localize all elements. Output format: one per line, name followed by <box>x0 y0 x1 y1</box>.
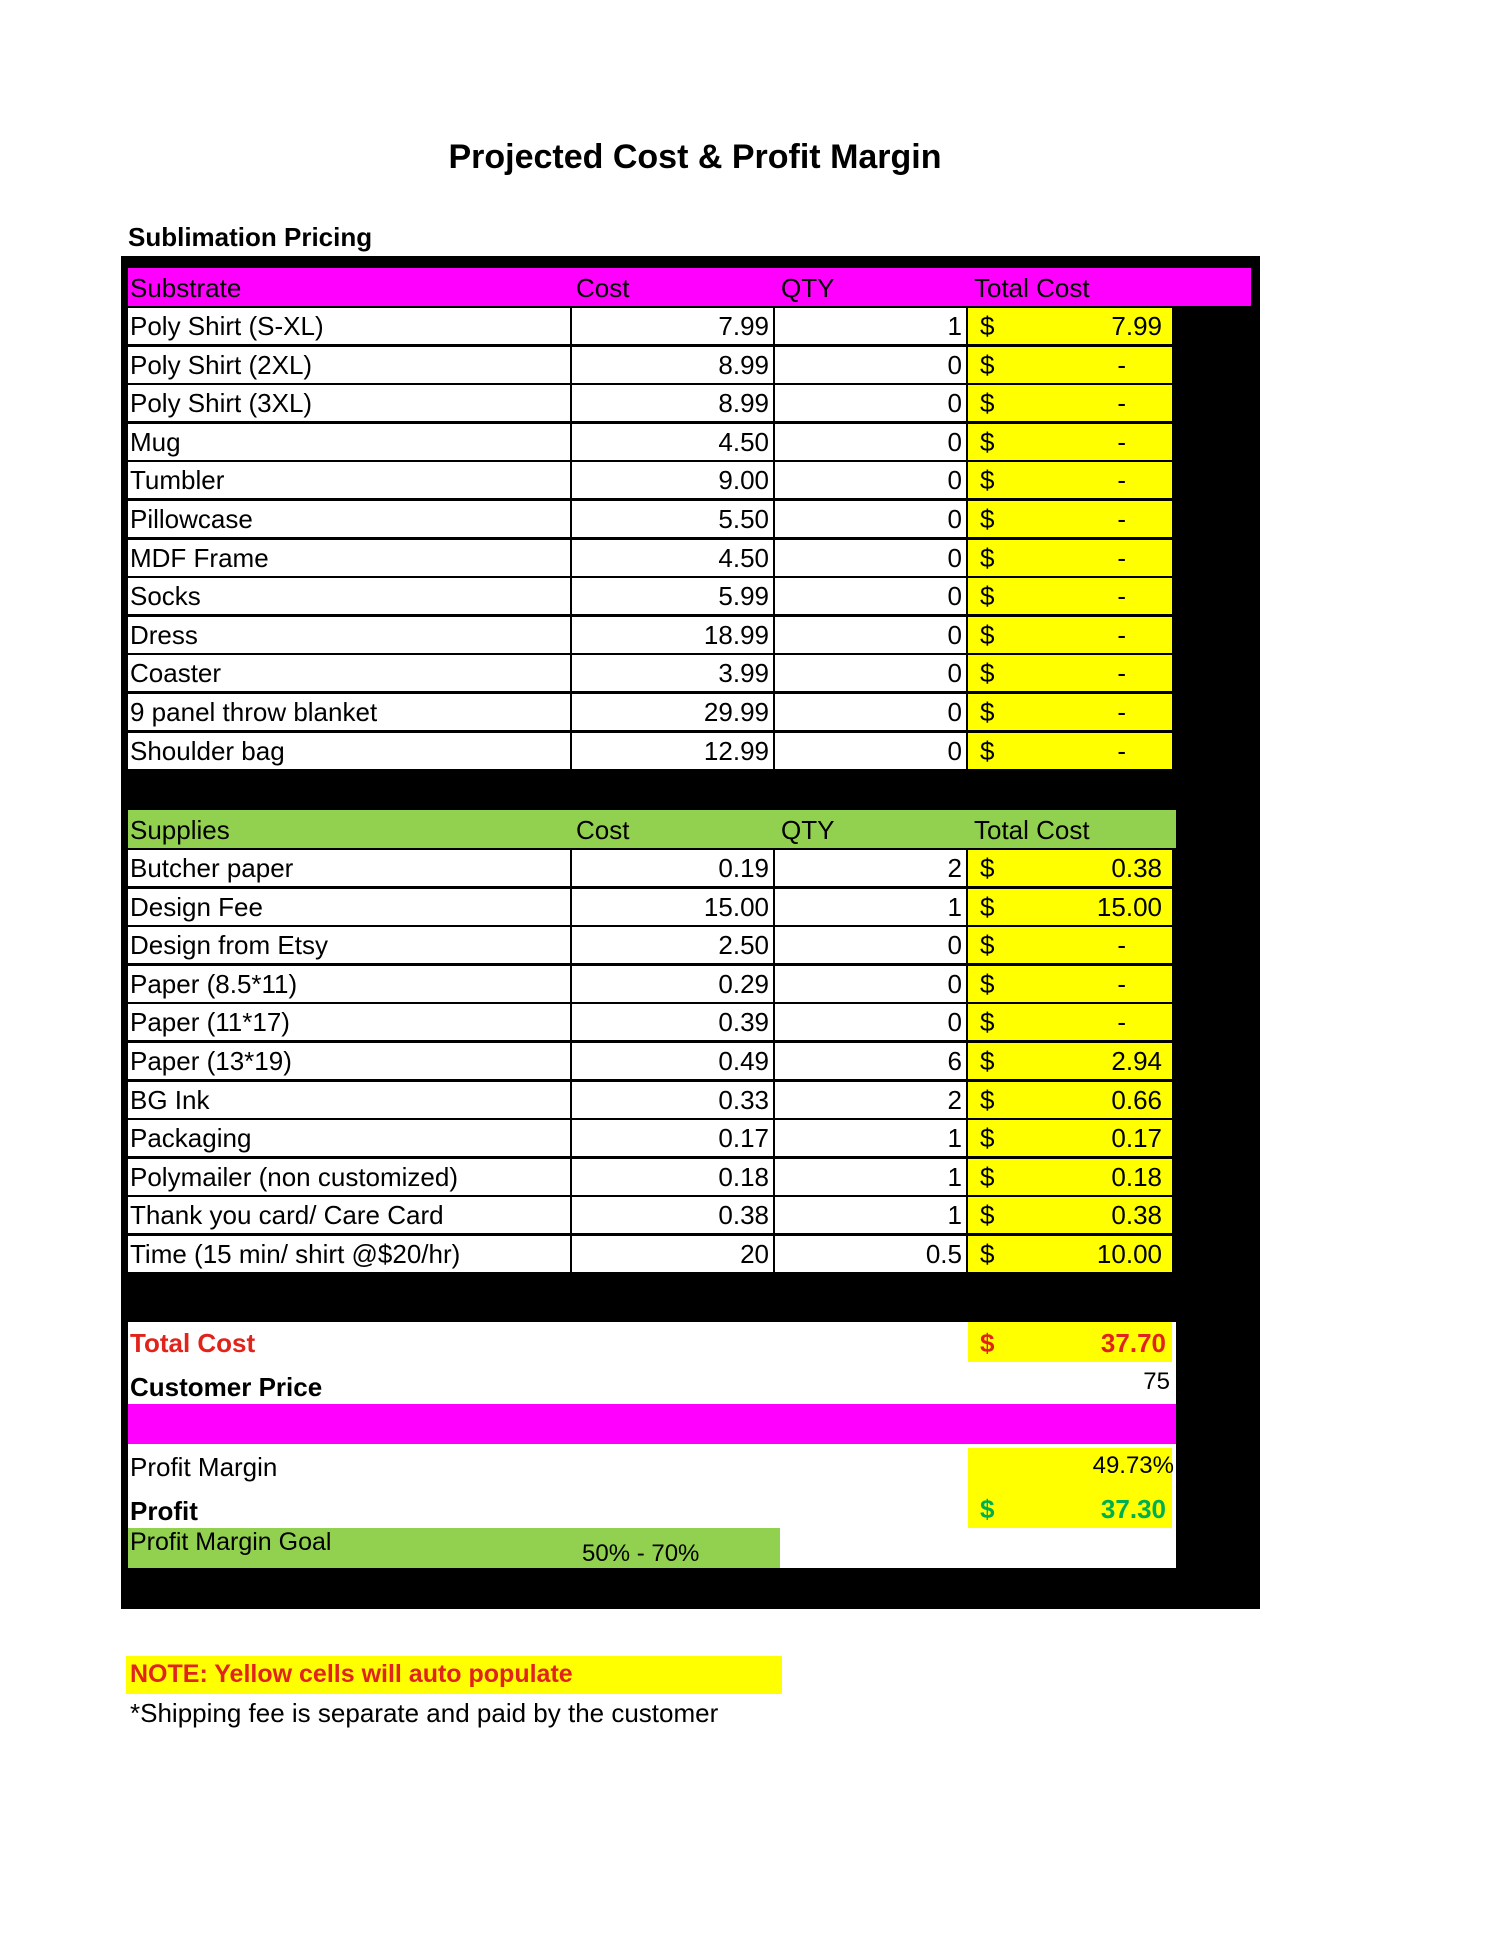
item-currency: $ <box>980 426 995 457</box>
summary-magenta-band <box>128 1404 1176 1444</box>
supplies-row <box>128 1004 1172 1040</box>
supplies-row <box>128 1197 1172 1233</box>
item-currency: $ <box>980 1239 995 1269</box>
substrate-row <box>128 655 1172 691</box>
item-total: - <box>1117 581 1126 612</box>
item-qty[interactable]: 0 <box>775 694 968 730</box>
item-total-cell <box>968 424 1172 460</box>
item-total: - <box>1117 465 1126 496</box>
item-cost[interactable]: 2.50 <box>572 927 775 963</box>
item-name: Polymailer (non customized) <box>128 1159 572 1195</box>
supplies-row <box>128 1120 1172 1156</box>
item-total-cell <box>968 308 1172 344</box>
item-qty[interactable]: 0 <box>775 927 968 963</box>
item-total: - <box>1117 349 1126 380</box>
goal-value: 50% - 70% <box>582 1540 700 1567</box>
substrate-row <box>128 540 1172 576</box>
substrate-row <box>128 733 1172 769</box>
item-total-cell <box>968 617 1172 653</box>
item-total: 0.17 <box>1111 1123 1162 1154</box>
customer-price-value[interactable]: 75 <box>1143 1368 1170 1395</box>
item-name: BG Ink <box>128 1082 572 1118</box>
item-currency: $ <box>980 1084 995 1115</box>
item-name: Time (15 min/ shirt @$20/hr) <box>128 1236 572 1272</box>
item-qty[interactable]: 0 <box>775 424 968 460</box>
item-cost[interactable]: 29.99 <box>572 694 775 730</box>
item-name: Poly Shirt (3XL) <box>128 385 572 421</box>
item-cost[interactable]: 0.38 <box>572 1197 775 1233</box>
item-total: 0.18 <box>1111 1161 1162 1192</box>
item-total: 2.94 <box>1111 1046 1162 1076</box>
item-currency: $ <box>980 658 995 689</box>
item-qty[interactable]: 2 <box>775 850 968 886</box>
item-name: Thank you card/ Care Card <box>128 1197 572 1233</box>
item-qty[interactable]: 2 <box>775 1082 968 1118</box>
item-qty[interactable]: 0 <box>775 578 968 614</box>
item-total-cell <box>968 966 1172 1002</box>
supplies-header-name: Supplies <box>130 815 230 845</box>
supplies-row <box>128 966 1172 1002</box>
total-cost-label: Total Cost <box>130 1328 256 1358</box>
item-currency: $ <box>980 1161 995 1192</box>
shipping-note: *Shipping fee is separate and paid by the customer <box>130 1698 719 1728</box>
item-qty[interactable]: 0.5 <box>775 1236 968 1272</box>
substrate-header <box>128 268 1251 306</box>
goal-label: Profit Margin Goal <box>130 1528 332 1556</box>
item-total: 0.38 <box>1111 1200 1162 1231</box>
item-cost[interactable]: 0.18 <box>572 1159 775 1195</box>
item-total: 15.00 <box>1096 891 1162 922</box>
item-currency: $ <box>980 581 995 612</box>
total-cost-currency: $ <box>980 1328 995 1358</box>
item-name: Mug <box>128 424 572 460</box>
item-currency: $ <box>980 465 995 496</box>
item-total: 7.99 <box>1111 311 1162 341</box>
item-cost[interactable]: 9.00 <box>572 462 775 498</box>
supplies-header-total: Total Cost <box>974 815 1090 845</box>
item-currency: $ <box>980 1200 995 1231</box>
item-total: - <box>1117 930 1126 961</box>
item-cost[interactable]: 4.50 <box>572 540 775 576</box>
supplies-row <box>128 1236 1172 1272</box>
section-title: Sublimation Pricing <box>128 222 373 252</box>
item-total-cell <box>968 1043 1172 1079</box>
profit-currency: $ <box>980 1494 995 1524</box>
item-total: - <box>1117 542 1126 573</box>
item-qty[interactable]: 0 <box>775 462 968 498</box>
item-total-cell <box>968 385 1172 421</box>
item-total: - <box>1117 1007 1126 1038</box>
item-total-cell <box>968 1082 1172 1118</box>
item-currency: $ <box>980 311 995 341</box>
item-total: - <box>1117 426 1126 457</box>
auto-populate-note: NOTE: Yellow cells will auto populate <box>130 1660 573 1688</box>
item-total-cell <box>968 347 1172 383</box>
item-total-cell <box>968 927 1172 963</box>
item-qty[interactable]: 0 <box>775 655 968 691</box>
item-qty[interactable]: 0 <box>775 385 968 421</box>
item-qty[interactable]: 0 <box>775 540 968 576</box>
supplies-row <box>128 927 1172 963</box>
item-total-cell <box>968 1236 1172 1272</box>
item-cost[interactable]: 8.99 <box>572 347 775 383</box>
substrate-row <box>128 462 1172 498</box>
substrate-header-cost: Cost <box>576 273 630 303</box>
item-cost[interactable]: 20 <box>572 1236 775 1272</box>
supplies-header-qty: QTY <box>781 815 835 845</box>
item-name: MDF Frame <box>128 540 572 576</box>
item-currency: $ <box>980 349 995 380</box>
item-name: Shoulder bag <box>128 733 572 769</box>
item-cost[interactable]: 4.50 <box>572 424 775 460</box>
item-cost[interactable]: 5.99 <box>572 578 775 614</box>
item-name: Tumbler <box>128 462 572 498</box>
profit-value: 37.30 <box>1100 1494 1166 1524</box>
substrate-header-name: Substrate <box>130 273 242 303</box>
supplies-row <box>128 1159 1172 1195</box>
item-cost[interactable]: 15.00 <box>572 889 775 925</box>
page-title: Projected Cost & Profit Margin <box>448 138 942 176</box>
item-qty[interactable]: 1 <box>775 1197 968 1233</box>
item-cost[interactable]: 0.39 <box>572 1004 775 1040</box>
item-currency: $ <box>980 853 995 883</box>
supplies-header <box>128 810 1176 848</box>
substrate-row <box>128 578 1172 614</box>
item-name: Paper (13*19) <box>128 1043 572 1079</box>
item-total: - <box>1117 968 1126 999</box>
profit-margin-value: 49.73% <box>1092 1452 1174 1479</box>
supplies-row <box>128 889 1172 925</box>
item-currency: $ <box>980 697 995 727</box>
item-name: Poly Shirt (2XL) <box>128 347 572 383</box>
item-cost[interactable]: 0.17 <box>572 1120 775 1156</box>
item-total: - <box>1117 658 1126 689</box>
item-total-cell <box>968 462 1172 498</box>
item-qty[interactable]: 0 <box>775 1004 968 1040</box>
item-qty[interactable]: 0 <box>775 501 968 537</box>
item-name: Design Fee <box>128 889 572 925</box>
item-total-cell <box>968 1120 1172 1156</box>
item-total: 0.66 <box>1111 1084 1162 1115</box>
item-currency: $ <box>980 968 995 999</box>
item-cost[interactable]: 8.99 <box>572 385 775 421</box>
item-total-cell <box>968 694 1172 730</box>
item-name: Pillowcase <box>128 501 572 537</box>
item-qty[interactable]: 6 <box>775 1043 968 1079</box>
item-total-cell <box>968 733 1172 769</box>
item-currency: $ <box>980 542 995 573</box>
item-name: Butcher paper <box>128 850 572 886</box>
item-qty[interactable]: 0 <box>775 966 968 1002</box>
item-qty[interactable]: 0 <box>775 347 968 383</box>
item-qty[interactable]: 1 <box>775 1159 968 1195</box>
supplies-row <box>128 1043 1172 1079</box>
substrate-row <box>128 347 1172 383</box>
item-currency: $ <box>980 1007 995 1038</box>
supplies-row <box>128 850 1172 886</box>
item-total: - <box>1117 735 1126 766</box>
item-qty[interactable]: 1 <box>775 1120 968 1156</box>
item-total: - <box>1117 504 1126 534</box>
item-currency: $ <box>980 1123 995 1154</box>
item-total-cell <box>968 578 1172 614</box>
item-name: Coaster <box>128 655 572 691</box>
supplies-row <box>128 1082 1172 1118</box>
item-currency: $ <box>980 619 995 650</box>
item-currency: $ <box>980 891 995 922</box>
supplies-header-cost: Cost <box>576 815 630 845</box>
item-cost[interactable]: 0.19 <box>572 850 775 886</box>
item-total: - <box>1117 619 1126 650</box>
item-total-cell <box>968 1197 1172 1233</box>
item-qty[interactable]: 0 <box>775 733 968 769</box>
item-total-cell <box>968 655 1172 691</box>
substrate-header-qty: QTY <box>781 273 835 303</box>
item-qty[interactable]: 1 <box>775 308 968 344</box>
item-cost[interactable]: 0.33 <box>572 1082 775 1118</box>
substrate-row <box>128 501 1172 537</box>
item-qty[interactable]: 0 <box>775 617 968 653</box>
item-total-cell <box>968 1159 1172 1195</box>
customer-price-label: Customer Price <box>130 1372 323 1402</box>
item-total-cell <box>968 501 1172 537</box>
item-cost[interactable]: 18.99 <box>572 617 775 653</box>
item-cost[interactable]: 3.99 <box>572 655 775 691</box>
item-qty[interactable]: 1 <box>775 889 968 925</box>
substrate-row <box>128 385 1172 421</box>
substrate-row <box>128 424 1172 460</box>
item-currency: $ <box>980 504 995 534</box>
item-total-cell <box>968 850 1172 886</box>
item-cost[interactable]: 0.49 <box>572 1043 775 1079</box>
item-name: Poly Shirt (S-XL) <box>128 308 572 344</box>
item-cost[interactable]: 5.50 <box>572 501 775 537</box>
profit-margin-label: Profit Margin <box>130 1452 278 1482</box>
item-total: 10.00 <box>1096 1239 1162 1269</box>
item-total-cell <box>968 540 1172 576</box>
total-cost-value: 37.70 <box>1100 1328 1166 1358</box>
item-currency: $ <box>980 735 995 766</box>
substrate-header-total: Total Cost <box>974 273 1090 303</box>
item-total: - <box>1117 388 1126 419</box>
substrate-row <box>128 308 1172 344</box>
item-name: Design from Etsy <box>128 927 572 963</box>
item-currency: $ <box>980 1046 995 1076</box>
item-name: Dress <box>128 617 572 653</box>
item-total: 0.38 <box>1111 853 1162 883</box>
item-total: - <box>1117 697 1126 727</box>
substrate-row <box>128 694 1172 730</box>
substrate-row <box>128 617 1172 653</box>
item-total-cell <box>968 889 1172 925</box>
item-cost[interactable]: 7.99 <box>572 308 775 344</box>
item-name: Socks <box>128 578 572 614</box>
item-cost[interactable]: 12.99 <box>572 733 775 769</box>
item-total-cell <box>968 1004 1172 1040</box>
item-currency: $ <box>980 930 995 961</box>
item-name: Paper (11*17) <box>128 1004 572 1040</box>
profit-label: Profit <box>130 1496 198 1526</box>
item-name: Packaging <box>128 1120 572 1156</box>
item-name: Paper (8.5*11) <box>128 966 572 1002</box>
item-currency: $ <box>980 388 995 419</box>
item-cost[interactable]: 0.29 <box>572 966 775 1002</box>
item-name: 9 panel throw blanket <box>128 694 572 730</box>
